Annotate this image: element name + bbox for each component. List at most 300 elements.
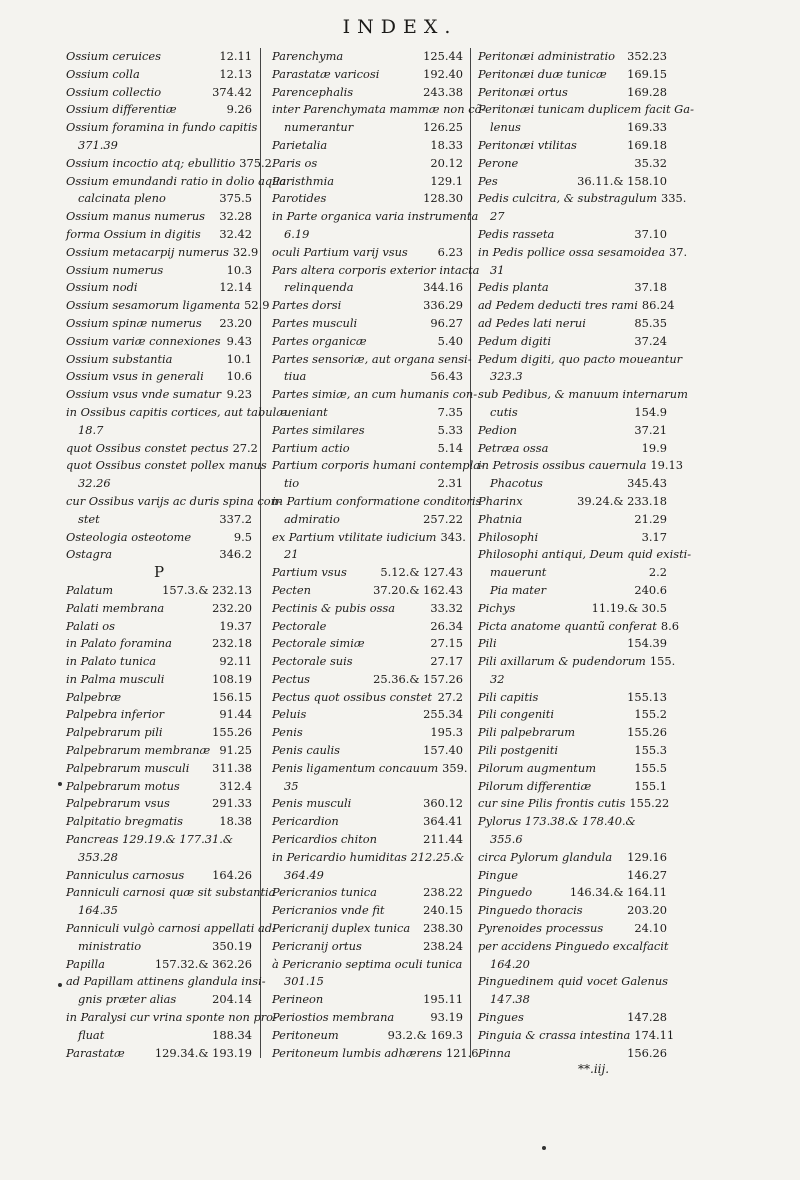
entry-term: Pili capitis [478,689,539,704]
index-entry [272,475,463,493]
entry-term: P [153,563,165,582]
entry-term: Pectorale suis [272,654,353,669]
entry-term: Peluis [272,707,307,722]
entry-reference: 375.2 [239,155,272,170]
entry-term: Ostagra [66,547,113,562]
entry-reference: 10.6 [226,369,252,384]
index-entry [478,262,667,280]
entry-reference: 32.28 [219,209,252,224]
entry-term: Perone [478,155,519,170]
index-entry [272,778,463,796]
index-entry [272,973,463,991]
entry-term: Pia mater [490,582,547,597]
index-entry [66,582,252,600]
entry-term: 301.15 [284,974,324,989]
entry-reference: 8.6 [660,618,679,633]
index-entry [478,689,667,707]
entry-reference: 238.22 [423,885,463,900]
entry-term: Partes musculi [272,315,358,330]
index-entry [478,244,688,262]
entry-term: Pedum digiti, quo pacto moueantur [478,351,683,366]
entry-term: numerantur [284,120,354,135]
entry-reference: 343. [440,529,466,544]
entry-term: Pylorus 173.38.& 178.40.& [478,814,636,829]
entry-term: Pilorum augmentum [478,760,597,775]
entry-reference: 155.22 [629,796,670,811]
entry-term: 18.7 [78,422,104,437]
entry-term: Pili congeniti [478,707,555,722]
entry-term: cutis [490,404,518,419]
index-entry [478,564,667,582]
entry-reference: 9.26 [226,102,252,117]
index-entry [66,208,252,226]
entry-reference: 5.33 [437,422,463,437]
entry-term: Peritonæi ortus [478,84,568,99]
entry-term: Pedis planta [478,280,549,295]
entry-term: quot Ossibus constet pollex manus [66,458,267,473]
index-entry [272,618,463,636]
entry-term: Pericranios vnde fit [272,903,385,918]
index-entry [66,190,252,208]
index-entry [272,991,463,1009]
index-entry [272,333,463,351]
entry-term: à Pericranio septima oculi tunica [272,956,463,971]
index-entry [272,457,484,475]
entry-reference: 129.34.& 193.19 [154,1045,252,1060]
entry-term: Partes dorsi [272,298,342,313]
entry-reference: 35.32 [634,155,667,170]
entry-reference: 39.24.& 233.18 [577,493,667,508]
index-entry [272,119,463,137]
entry-reference: 157.32.& 362.26 [154,956,252,971]
entry-reference: 232.20 [212,600,252,615]
ink-speck [58,782,62,786]
entry-reference: 92.11 [219,654,252,669]
entry-term: Penis caulis [272,743,340,758]
entry-reference: 3.17 [641,529,667,544]
entry-reference: 129.1 [430,173,463,188]
entry-term: in Paralysi cur vrina sponte non pro- [66,1010,277,1025]
index-entry [272,279,463,297]
index-entry [478,635,667,653]
index-entry [66,706,252,724]
index-entry [478,778,667,796]
entry-reference: 155.1 [634,778,667,793]
entry-reference: 6.23 [437,244,463,259]
entry-term: 21 [284,547,299,562]
entry-reference: 155.5 [634,760,667,775]
entry-reference: 195.3 [430,725,463,740]
index-entry [478,137,667,155]
entry-term: Peritonæi administratio [478,49,615,63]
entry-term: Ossium differentiæ [66,102,177,117]
entry-term: Palati os [66,618,115,633]
index-entry [272,137,463,155]
index-entry [272,564,463,582]
entry-term: Partium corporis humani contempla- [272,458,484,473]
entry-term: Pinguedinem quid vocet Galenus [478,974,669,989]
entry-term: Partes organicæ [272,333,367,348]
entry-term: calcinata pleno [78,191,166,206]
entry-reference: 336.29 [423,298,463,313]
entry-reference: 24.10 [634,921,667,936]
entry-term: relinquenda [284,280,354,295]
entry-reference: 344.16 [423,280,463,295]
entry-term: Palpebrarum motus [66,778,180,793]
entry-term: Philosophi [478,529,539,544]
index-entry [272,190,463,208]
entry-reference: 32.9 [232,244,259,259]
index-entry [478,297,675,315]
index-entry [66,333,252,351]
entry-term: Parastatæ varicosi [272,66,380,81]
index-entry [272,351,472,369]
entry-reference: 27.2 [437,689,463,704]
entry-term: Pyrenoides processus [478,921,604,936]
index-entry [66,920,276,938]
index-entry [272,689,463,707]
index-entry [478,867,667,885]
entry-term: Pedis rasseta [478,226,555,241]
entry-term: in Palato tunica [66,654,157,669]
index-entry [272,48,463,66]
index-entry [66,155,272,173]
entry-term: Peritonæi duæ tunicæ [478,66,607,81]
entry-term: Ossium nodi [66,280,138,295]
index-entry [66,101,252,119]
index-entry [478,84,667,102]
entry-term: Pars altera corporis exterior intacta [272,262,480,277]
entry-term: in Partium conformatione conditoris [272,493,482,508]
ink-speck [58,983,62,987]
entry-reference: 37.21 [634,422,667,437]
entry-reference: 164.26 [212,867,252,882]
entry-term: Pericranij ortus [272,938,362,953]
entry-term: Pancreas 129.19.& 177.31.& [66,832,233,847]
index-entry [66,884,276,902]
entry-term: Pedion [478,422,518,437]
entry-term: 371.39 [78,137,118,152]
entry-term: Ossium vsus vnde sumatur [66,387,222,402]
entry-term: Phatnia [478,511,523,526]
entry-reference: 5.40 [437,333,463,348]
entry-term: in Palato foramina [66,636,172,651]
entry-term: Pes [478,173,498,188]
index-entry [272,155,463,173]
entry-reference: 155.2 [634,707,667,722]
entry-term: ex Partium vtilitate iudicium [272,529,437,544]
entry-reference: 18.38 [219,814,252,829]
index-entry [478,368,667,386]
entry-term: Osteologia osteotome [66,529,192,544]
entry-term: mauerunt [490,565,547,580]
entry-term: tio [284,476,300,491]
entry-reference: 359. [442,760,468,775]
entry-reference: 36.11.& 158.10 [577,173,667,188]
entry-term: in Pericardio humiditas 212.25.& [272,849,465,864]
entry-reference: 21.29 [634,511,667,526]
entry-term: Philosophi antiqui, Deum quid existi- [478,547,692,562]
entry-reference: 12.11 [219,49,252,63]
entry-term: Penis musculi [272,796,352,811]
entry-term: Periostios membrana [272,1010,395,1025]
entry-reference: 157.3.& 232.13 [162,582,252,597]
index-entry [272,404,463,422]
entry-term: Peritoneum lumbis adhærens [272,1045,442,1060]
entry-reference: 10.1 [226,351,252,366]
index-entry [478,511,667,529]
entry-reference: 12.13 [219,66,252,81]
entry-reference: 337.2 [219,511,252,526]
index-entry [478,724,667,742]
index-entry [478,600,667,618]
index-entry [272,368,463,386]
index-entry [66,618,252,636]
entry-term: Pedis culcitra, & substragulum [478,191,658,206]
entry-reference: 364.41 [423,814,463,829]
index-entry [272,671,463,689]
entry-term: 364.49 [284,867,324,882]
index-entry [66,493,282,511]
entry-term: Pichys [478,600,516,615]
entry-reference: 155.13 [627,689,667,704]
entry-term: Pectorale [272,618,327,633]
entry-term: Partes similares [272,422,365,437]
entry-term: Perineon [272,992,324,1007]
index-entry [478,884,667,902]
entry-term: Phacotus [490,476,543,491]
entry-term: Ossium numerus [66,262,164,277]
index-entry [66,244,259,262]
entry-term: Pericardion [272,814,339,829]
entry-reference: 91.44 [219,707,252,722]
entry-reference: 126.25 [423,120,463,135]
entry-term: 164.20 [490,956,530,971]
entry-reference: 243.38 [423,84,463,99]
entry-reference: 10.3 [226,262,252,277]
entry-reference: 37.24 [634,333,667,348]
index-entry [66,635,252,653]
index-entry [478,119,667,137]
index-entry [66,511,252,529]
entry-reference: 211.44 [423,832,463,847]
entry-reference: 9.43 [226,333,252,348]
entry-reference: 346.2 [219,547,252,562]
entry-reference: 146.27 [627,867,667,882]
entry-reference: 195.11 [423,992,463,1007]
index-entry [478,671,667,689]
entry-reference: 156.26 [627,1045,667,1060]
entry-reference: 203.20 [627,903,667,918]
entry-reference: 155.26 [627,725,667,740]
entry-term: Parietalia [272,137,328,152]
index-entry [478,742,667,760]
entry-term: Paris os [272,155,318,170]
index-entry [478,1027,675,1045]
entry-reference: 291.33 [212,796,252,811]
index-entry [66,600,252,618]
entry-term: Partes simiæ, an cum humanis con- [272,387,478,402]
entry-reference: 12.14 [219,280,252,295]
index-entry [66,48,252,66]
index-entry [272,902,463,920]
index-entry [478,706,667,724]
entry-term: Pili postgeniti [478,743,559,758]
index-entry [66,386,252,404]
entry-term: tiua [284,369,307,384]
entry-reference: 374.42 [212,84,252,99]
index-entry [478,351,683,369]
index-entry [66,297,270,315]
index-entry [66,529,252,547]
entry-term: Palati membrana [66,600,165,615]
index-entry [66,760,252,778]
entry-reference: 9.23 [226,387,252,402]
index-entry [66,1009,277,1027]
index-entry [66,66,252,84]
entry-term: ministratio [78,938,142,953]
column-divider [470,48,471,1058]
index-entry [478,386,688,404]
entry-reference: 240.6 [634,582,667,597]
entry-term: Paristhmia [272,173,335,188]
index-entry [478,938,667,956]
entry-reference: 27.17 [430,654,463,669]
entry-reference: 32.42 [219,226,252,241]
entry-reference: 169.33 [627,120,667,135]
entry-term: Pili [478,636,497,651]
entry-term: quot Ossibus constet pectus [66,440,229,455]
entry-reference: 19.37 [219,618,252,633]
entry-term: ad Pedem deducti tres rami [478,298,638,313]
entry-reference: 375.5 [219,191,252,206]
entry-term: 27 [490,209,505,224]
entry-term: in Pedis pollice ossa sesamoidea [478,244,666,259]
entry-term: Palpebra inferior [66,707,165,722]
entry-reference: 37. [669,244,688,259]
entry-reference: 27.2 [232,440,258,455]
index-entry [272,422,463,440]
index-entry [272,262,480,280]
entry-reference: 11.19.& 30.5 [591,600,667,615]
index-entry [478,155,667,173]
index-entry [66,778,252,796]
entry-term: in Ossibus capitis cortices, aut tabulæ [66,404,287,419]
entry-reference: 85.35 [634,315,667,330]
index-entry [66,653,252,671]
entry-term: Palpebrarum musculi [66,760,190,775]
entry-term: Ossium emundandi ratio in dolio aqua [66,173,287,188]
entry-term: Pinguia & crassa intestina [478,1027,631,1042]
entry-term: Pecten [272,582,311,597]
index-entry [478,457,684,475]
entry-reference: 125.44 [423,49,463,63]
entry-term: Pingues [478,1010,524,1025]
index-entry [66,368,252,386]
entry-reference: 335. [661,191,687,206]
entry-term: Ossium manus numerus [66,209,206,224]
entry-term: Ossium sesamorum ligamenta [66,298,241,313]
index-entry [478,208,667,226]
entry-term: Pericardios chiton [272,832,377,847]
entry-term: lenus [490,120,521,135]
index-entry [272,244,463,262]
entry-term: Ossium foramina in fundo capitis [66,120,258,135]
entry-term: Pectus quot ossibus constet [272,689,432,704]
entry-term: in Petrosis ossibus cauernula [478,458,647,473]
entry-reference: 155. [649,654,676,669]
entry-reference: 86.24 [641,298,675,313]
index-entry [478,1045,667,1063]
entry-term: Partes sensoriæ, aut organa sensi- [272,351,472,366]
entry-term: Pectinis & pubis ossa [272,600,396,615]
entry-reference: 93.2.& 169.3 [387,1027,463,1042]
index-entry [478,546,692,564]
page-title: INDEX. [342,16,458,38]
index-entry [478,849,667,867]
entry-reference: 345.43 [627,476,667,491]
index-entry [272,760,468,778]
entry-term: Penis ligamentum concauum [272,760,439,775]
entry-term: Panniculus carnosus [66,867,185,882]
entry-reference: 155.26 [212,725,252,740]
entry-term: 353.28 [78,849,118,864]
entry-term: 35 [284,778,299,793]
index-entry [272,867,463,885]
entry-reference: 108.19 [212,671,252,686]
index-entry [478,440,667,458]
entry-term: Ossium colla [66,66,140,81]
index-entry [66,849,252,867]
index-entry [272,742,463,760]
index-entry [66,546,252,564]
entry-reference: 156.15 [212,689,252,704]
entry-reference: 7.35 [437,404,463,419]
entry-reference: 27.15 [430,636,463,651]
entry-term: Peritonæi tunicam duplicem facit Ga- [478,102,694,117]
index-entry [272,511,463,529]
entry-reference: 360.12 [423,796,463,811]
entry-term: Palpebræ [66,689,122,704]
entry-reference: 204.14 [212,992,252,1007]
index-entry [272,724,463,742]
index-entry [272,795,463,813]
index-entry [66,279,252,297]
entry-term: Parencephalis [272,84,354,99]
index-entry [272,653,463,671]
entry-reference: 128.30 [423,191,463,206]
index-entry [66,440,258,458]
entry-term: Ossium substantia [66,351,173,366]
entry-reference: 146.34.& 164.11 [569,885,667,900]
entry-term: fluat [78,1027,105,1042]
entry-term: Pili axillarum & pudendorum [478,654,646,669]
entry-term: in Palma musculi [66,671,165,686]
entry-reference: 2.31 [437,476,463,491]
entry-term: Ossium vsus in generali [66,369,204,384]
entry-reference: 147.28 [627,1010,667,1025]
entry-term: inter Parenchymata mammæ non cõ- [272,102,486,117]
index-column-2 [272,48,486,1062]
index-entry [272,813,463,831]
index-entry [478,991,667,1009]
index-entry [478,795,670,813]
entry-reference: 56.43 [430,369,463,384]
entry-term: 147.38 [490,992,530,1007]
index-entry [272,173,463,191]
entry-term: cur sine Pilis frontis cutis [478,796,626,811]
index-entry [66,724,252,742]
